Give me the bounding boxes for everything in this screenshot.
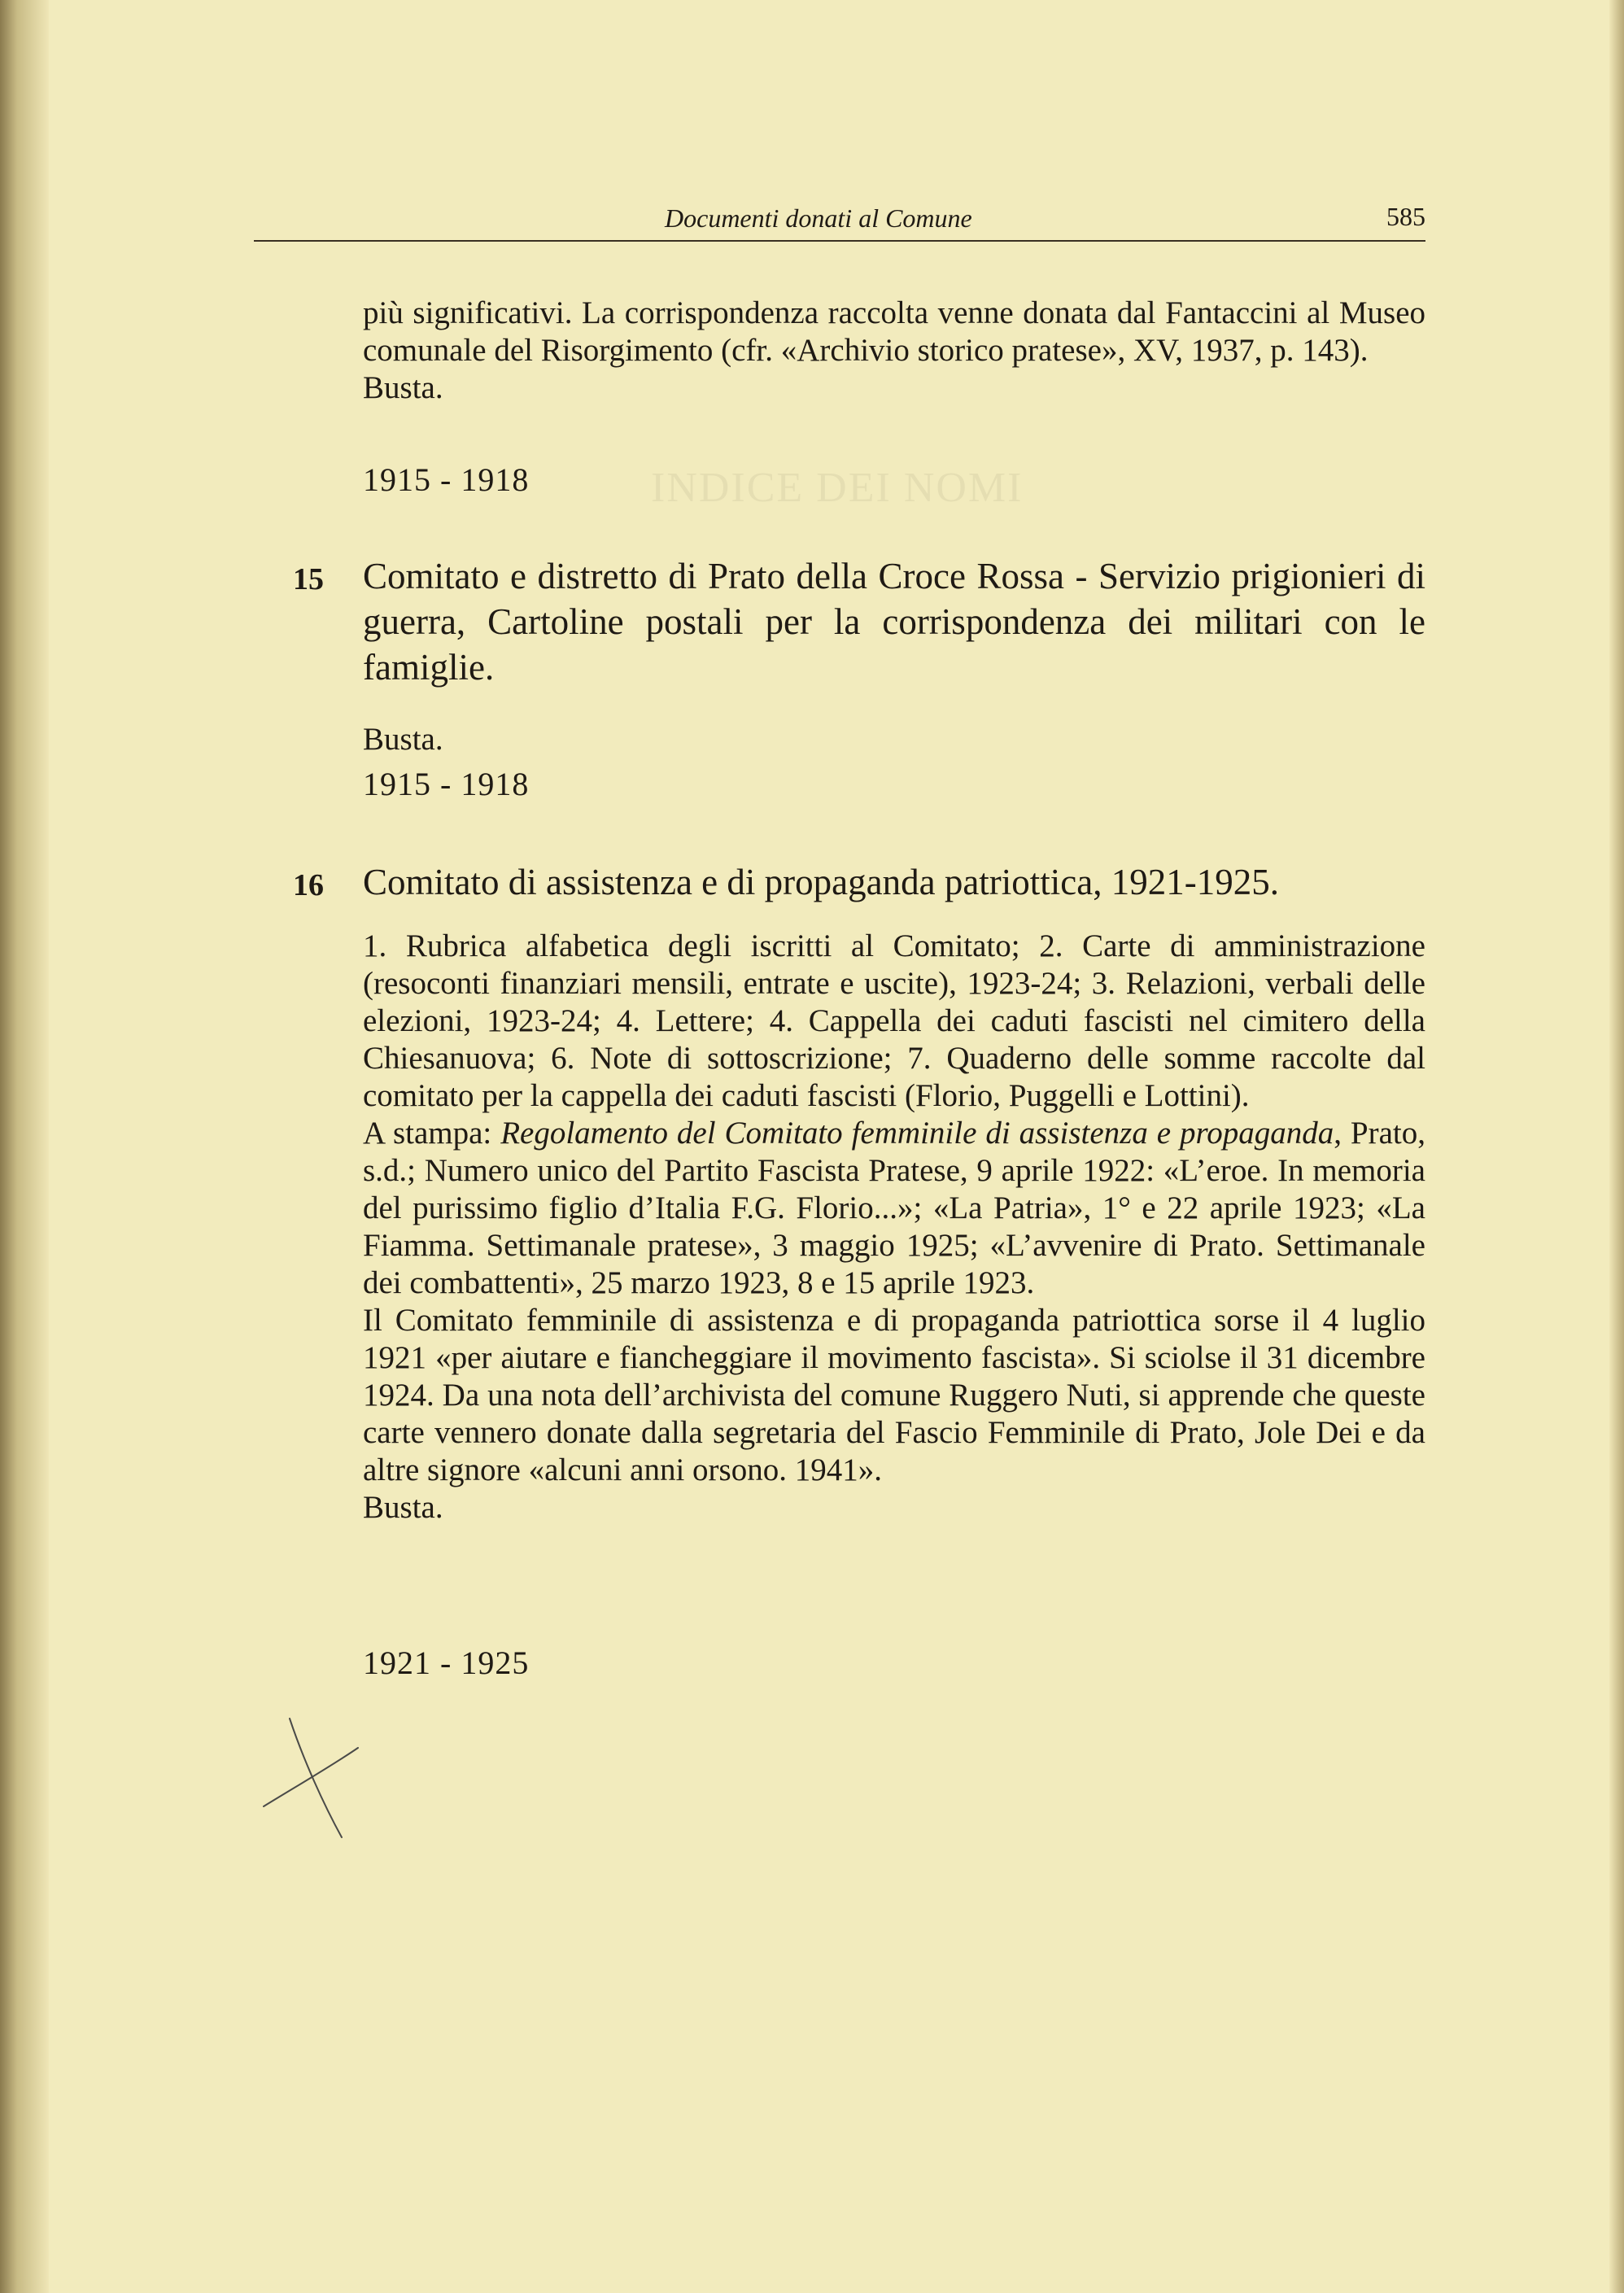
pencil-x-mark: [259, 1715, 365, 1841]
page-number: 585: [1386, 202, 1425, 231]
entry-16-container: Busta.: [363, 1490, 443, 1525]
entry-16: [363, 859, 1425, 905]
entry-number-16: 16: [293, 868, 324, 902]
entry-15-container-block: [363, 721, 1425, 758]
entry-number-15: 15: [293, 562, 324, 596]
continuation-container: Busta.: [363, 370, 443, 405]
entry-15: [363, 553, 1425, 690]
header-rule: [254, 240, 1425, 242]
entry-16-printed-sources: [363, 1115, 1425, 1302]
running-title: Documenti donati al Comune: [665, 203, 972, 233]
entry-16-body: [363, 928, 1425, 1526]
running-header: [254, 195, 1425, 236]
continuation-dates: 1915 - 1918: [363, 461, 530, 498]
continuation-text: più significativi. La corrispondenza raccolta venne donata dal Fantaccini al Museo comunale del Risorgimento (cfr. «Archivio storico pratese», XV, 1937, p. 143).: [363, 295, 1425, 368]
entry-16-contents: 1. Rubrica alfabetica degli iscritti al Comitato; 2. Carte di amministrazione (resoconti finanziari mensili, entrate e uscite), 1923-24; 3. Relazioni, verbali delle elezioni, 1923-24; 4. Lettere; 4. Cappella dei caduti fascisti nel cimitero della Chiesanuova; 6. Note di sottoscrizione; 7. Quaderno delle somme raccolte dal comitato per la cappella dei caduti fascisti (Florio, Puggelli e Lottini).: [363, 928, 1425, 1113]
page-edge-shadow: [1609, 0, 1624, 2293]
printed-prefix: A stampa:: [363, 1116, 501, 1151]
entry-15-container: Busta.: [363, 722, 443, 757]
bleed-through-text: INDICE DEI NOMI: [651, 465, 1024, 511]
entry-16-title: Comitato di assistenza e di propaganda patriottica, 1921-1925.: [363, 862, 1279, 902]
printed-rest: , Prato, s.d.; Numero unico del Partito Fascista Pratese, 9 aprile 1922: «L’eroe. In memoria del purissimo figlio d’Italia F.G. Florio...»; «La Patria», 1° e 22 aprile 1923; «La Fiamma. Settimanale pratese», 3 maggio 1925; «L’avvenire di Prato. Settimanale dei combattenti», 25 marzo 1923, 8 e 15 aprile 1923.: [363, 1116, 1425, 1300]
printed-title: Regolamento del Comitato femminile di assistenza e propaganda: [500, 1116, 1334, 1151]
entry-15-dates: 1915 - 1918: [363, 766, 530, 802]
entry-16-dates: 1921 - 1925: [363, 1644, 530, 1681]
page-gutter-shadow: [0, 0, 49, 2293]
entry-16-note: Il Comitato femminile di assistenza e di propaganda patriottica sorse il 4 luglio 1921 «per aiutare e fiancheggiare il movimento fascista». Si sciolse il 31 dicembre 1924. Da una nota dell’archivista del comune Ruggero Nuti, si apprende che queste carte vennero donate dalla segretaria del Fascio Femminile di Prato, Jole Dei e da altre signore «alcuni anni orsono. 1941».: [363, 1303, 1425, 1487]
entry-15-title: Comitato e distretto di Prato della Croce Rossa - Servizio prigionieri di guerra, Cartoline postali per la corrispondenza dei militari con le famiglie.: [363, 556, 1425, 688]
continuation-block: [363, 295, 1425, 407]
